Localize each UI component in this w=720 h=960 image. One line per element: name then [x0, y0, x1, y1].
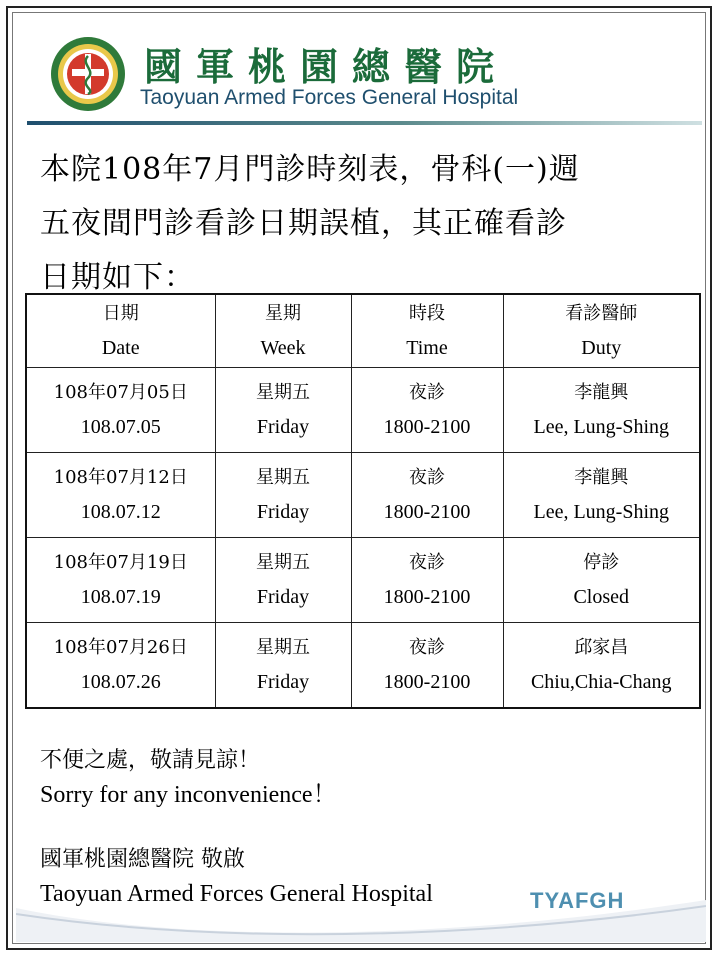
cell-date: 108年07月12日 108.07.12 [26, 453, 215, 538]
cell-week: 星期五 Friday [215, 538, 351, 623]
cell-time: 夜診 1800-2100 [351, 538, 503, 623]
cell-time: 夜診 1800-2100 [351, 453, 503, 538]
cell-doctor: 李龍興 Lee, Lung-Shing [503, 453, 700, 538]
cell-doctor: 停診 Closed [503, 538, 700, 623]
header-duty: 看診醫師 Duty [503, 294, 700, 368]
cell-doctor: 邱家昌 Chiu,Chia-Chang [503, 623, 700, 709]
cell-week: 星期五 Friday [215, 453, 351, 538]
apology-text [40, 744, 337, 812]
clinic-schedule-table [25, 293, 701, 709]
hospital-header [50, 34, 610, 114]
notice-line-3: 日期如下： [40, 260, 195, 295]
tyafgh-logo: TYAFGH [530, 888, 625, 913]
table-header-row [26, 294, 700, 368]
signoff-zh: 國軍桃園總醫院 敬啟 [40, 847, 245, 872]
table-row [26, 368, 700, 453]
cell-week: 星期五 Friday [215, 623, 351, 709]
cell-doctor: 李龍興 Lee, Lung-Shing [503, 368, 700, 453]
cell-week: 星期五 Friday [215, 368, 351, 453]
signoff-en: Taoyuan Armed Forces General Hospital [40, 881, 433, 907]
cell-time: 夜診 1800-2100 [351, 368, 503, 453]
signoff-text [40, 843, 433, 911]
notice-text [40, 143, 680, 305]
header-time: 時段 Time [351, 294, 503, 368]
header-date: 日期 Date [26, 294, 215, 368]
header-divider [27, 121, 702, 125]
cell-date: 108年07月26日 108.07.26 [26, 623, 215, 709]
cell-date: 108年07月05日 108.07.05 [26, 368, 215, 453]
table-row [26, 538, 700, 623]
notice-line-2: 五夜間門診看診日期誤植，其正確看診 [40, 206, 567, 241]
hospital-emblem-icon [50, 36, 126, 112]
apology-en: Sorry for any inconvenience！ [40, 782, 337, 808]
hospital-title-zh: 國軍桃園總醫院 [144, 45, 509, 89]
apology-zh: 不便之處，敬請見諒！ [40, 748, 261, 773]
notice-line-1: 本院108年7月門診時刻表，骨科(一)週 [40, 152, 580, 187]
hospital-title-en: Taoyuan Armed Forces General Hospital [140, 86, 519, 109]
cell-date: 108年07月19日 108.07.19 [26, 538, 215, 623]
table-row [26, 623, 700, 709]
header-week: 星期 Week [215, 294, 351, 368]
table-row [26, 453, 700, 538]
cell-time: 夜診 1800-2100 [351, 623, 503, 709]
